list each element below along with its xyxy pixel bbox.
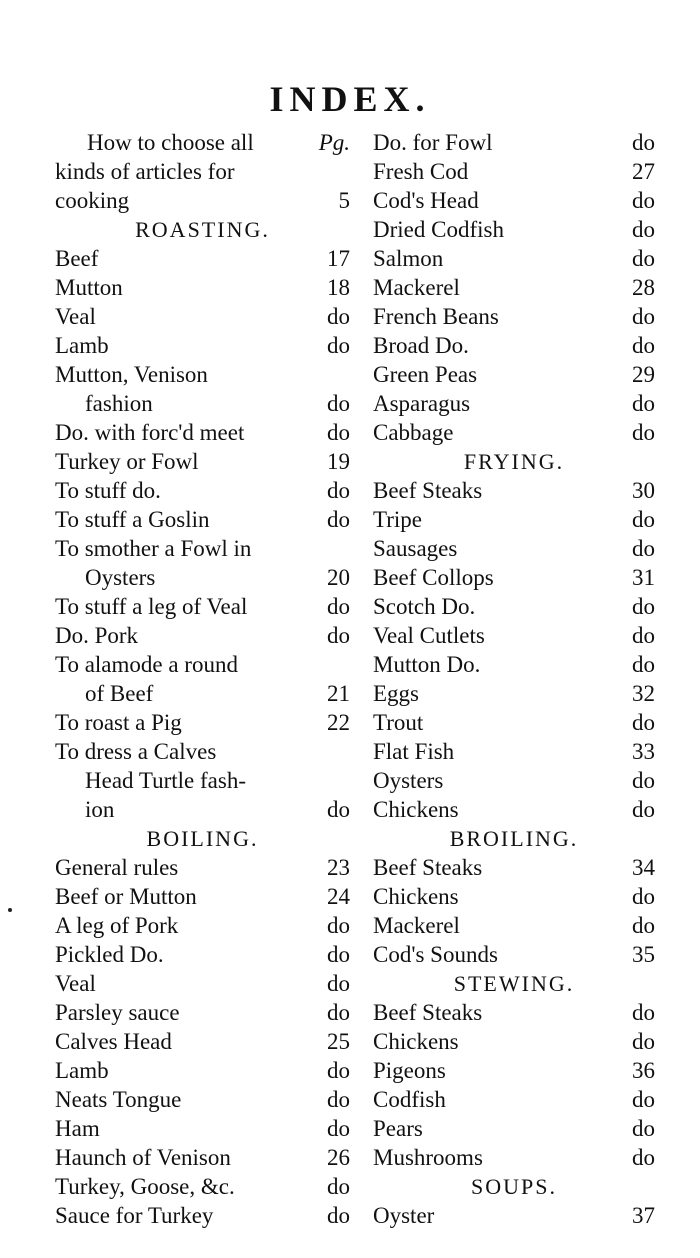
entry-label: Sauce for Turkey	[55, 1203, 214, 1228]
section-heading	[373, 1172, 655, 1201]
entry-page-number: 5	[338, 188, 350, 213]
entry-page-number: do	[327, 913, 350, 938]
entry-page-number: do	[632, 246, 655, 271]
entry-page-number: do	[632, 1116, 655, 1141]
entry-label: Beef Steaks	[373, 1000, 483, 1025]
entry-page-number: do	[632, 913, 655, 938]
index-entry	[55, 505, 350, 534]
entry-page-number: 35	[632, 942, 655, 967]
index-entry	[373, 476, 655, 505]
index-entry	[373, 998, 655, 1027]
index-entry	[55, 273, 350, 302]
entry-label: Do. Pork	[55, 623, 139, 648]
entry-page-number: do	[327, 304, 350, 329]
entry-label: Mackerel	[373, 913, 460, 938]
entry-label: How to choose all	[87, 130, 254, 155]
index-entry	[55, 447, 350, 476]
entry-label: Neats Tongue	[55, 1087, 182, 1112]
entry-page-number: 33	[632, 739, 655, 764]
section-heading	[373, 969, 655, 998]
section-heading-label: FRYING.	[463, 449, 565, 474]
entry-label: Head Turtle fash-	[85, 768, 246, 793]
index-entry	[373, 418, 655, 447]
entry-page-number: do	[632, 1145, 655, 1170]
index-entry	[373, 331, 655, 360]
entry-label: Mutton Do.	[373, 652, 481, 677]
index-entry	[373, 302, 655, 331]
entry-page-number: do	[327, 1116, 350, 1141]
index-entry	[55, 621, 350, 650]
index-entry	[373, 1143, 655, 1172]
entry-label: Chickens	[373, 797, 459, 822]
index-entry	[55, 766, 350, 795]
index-entry	[55, 418, 350, 447]
entry-page-number: do	[632, 1000, 655, 1025]
index-entry	[55, 650, 350, 679]
entry-page-number: do	[632, 884, 655, 909]
entry-label: Beef	[55, 246, 99, 271]
index-entry	[55, 302, 350, 331]
index-entry	[55, 853, 350, 882]
index-entry	[55, 1114, 350, 1143]
index-entry	[55, 679, 350, 708]
entry-page-number: do	[632, 623, 655, 648]
entry-label: Calves Head	[55, 1029, 172, 1054]
entry-page-number: 18	[327, 275, 350, 300]
entry-page-number: do	[327, 942, 350, 967]
index-entry	[373, 766, 655, 795]
entry-label: Salmon	[373, 246, 444, 271]
index-entry	[55, 186, 350, 215]
section-heading-label: BROILING.	[449, 826, 579, 851]
entry-label: Mushrooms	[373, 1145, 483, 1170]
index-entry	[55, 128, 350, 157]
entry-page-number: do	[632, 536, 655, 561]
entry-label: Pears	[373, 1116, 423, 1141]
index-entry	[373, 128, 655, 157]
entry-page-number: do	[632, 1087, 655, 1112]
index-entry	[55, 360, 350, 389]
index-entry	[55, 389, 350, 418]
index-entry	[55, 1056, 350, 1085]
entry-label: Tripe	[373, 507, 422, 532]
index-entry	[55, 882, 350, 911]
entry-page-number: do	[327, 1174, 350, 1199]
entry-label: Do. with forc'd meet	[55, 420, 245, 445]
entry-page-number: do	[327, 971, 350, 996]
entry-page-number: 27	[632, 159, 655, 184]
entry-page-number: do	[327, 420, 350, 445]
entry-label: To dress a Calves	[55, 739, 217, 764]
entry-page-number: do	[632, 420, 655, 445]
entry-label: Asparagus	[373, 391, 471, 416]
index-entry	[373, 244, 655, 273]
entry-page-number: do	[327, 797, 350, 822]
entry-label: Lamb	[55, 1058, 109, 1083]
entry-label: Oysters	[85, 565, 156, 590]
entry-page-number: do	[632, 1029, 655, 1054]
section-heading-label: STEWING.	[453, 971, 575, 996]
entry-page-number: 20	[327, 565, 350, 590]
entry-label: Veal	[55, 971, 96, 996]
entry-page-number: do	[632, 594, 655, 619]
section-heading	[55, 824, 350, 853]
entry-label: Haunch of Venison	[55, 1145, 231, 1170]
entry-label: Turkey or Fowl	[55, 449, 199, 474]
index-entry	[55, 911, 350, 940]
entry-page-number: 24	[327, 884, 350, 909]
entry-page-number: do	[632, 304, 655, 329]
entry-label: Ham	[55, 1116, 100, 1141]
entry-label: Broad Do.	[373, 333, 469, 358]
entry-label: Codfish	[373, 1087, 446, 1112]
entry-label: French Beans	[373, 304, 499, 329]
entry-page-number: do	[327, 333, 350, 358]
entry-label: Lamb	[55, 333, 109, 358]
entry-label: Parsley sauce	[55, 1000, 180, 1025]
entry-page-number: do	[327, 391, 350, 416]
index-entry	[55, 940, 350, 969]
entry-page-number: do	[327, 594, 350, 619]
index-entry	[55, 534, 350, 563]
entry-page-number: do	[632, 652, 655, 677]
index-entry	[55, 244, 350, 273]
index-entry	[373, 1114, 655, 1143]
entry-page-number: do	[327, 1000, 350, 1025]
entry-page-number: do	[632, 130, 655, 155]
entry-page-number: 22	[327, 710, 350, 735]
entry-page-number: 23	[327, 855, 350, 880]
entry-page-number: 26	[327, 1145, 350, 1170]
entry-label: Oyster	[373, 1203, 435, 1228]
section-heading	[373, 447, 655, 476]
section-heading	[55, 215, 350, 244]
entry-page-number: do	[632, 797, 655, 822]
page-title: INDEX.	[269, 79, 431, 119]
entry-label: Sausages	[373, 536, 458, 561]
entry-label: Fresh Cod	[373, 159, 469, 184]
index-entry	[373, 795, 655, 824]
entry-page-number: do	[632, 710, 655, 735]
index-entry	[55, 737, 350, 766]
entry-label: Oysters	[373, 768, 444, 793]
entry-label: Beef Steaks	[373, 478, 483, 503]
index-entry	[373, 505, 655, 534]
entry-label: ion	[85, 797, 115, 822]
entry-label: Pickled Do.	[55, 942, 164, 967]
entry-page-number: do	[327, 623, 350, 648]
entry-page-number: do	[327, 478, 350, 503]
entry-label: Mackerel	[373, 275, 460, 300]
entry-page-number: do	[632, 768, 655, 793]
index-entry	[373, 563, 655, 592]
index-entry	[373, 157, 655, 186]
index-entry	[373, 882, 655, 911]
index-entry	[373, 389, 655, 418]
entry-label: Turkey, Goose, &c.	[55, 1174, 235, 1199]
entry-label: To stuff do.	[55, 478, 161, 503]
index-entry	[55, 1085, 350, 1114]
index-entry	[373, 940, 655, 969]
entry-label: Beef Steaks	[373, 855, 483, 880]
entry-page-number: do	[632, 391, 655, 416]
entry-label: Mutton	[55, 275, 123, 300]
entry-label: Dried Codfish	[373, 217, 504, 242]
entry-page-number: 31	[632, 565, 655, 590]
entry-page-number: 37	[632, 1203, 655, 1228]
entry-label: fashion	[85, 391, 153, 416]
section-heading	[373, 824, 655, 853]
entry-page-number: 25	[327, 1029, 350, 1054]
entry-page-number: do	[327, 1087, 350, 1112]
entry-page-number: 36	[632, 1058, 655, 1083]
index-entry	[373, 1056, 655, 1085]
index-entry	[373, 1027, 655, 1056]
index-entry	[55, 331, 350, 360]
index-entry	[55, 1172, 350, 1201]
entry-page-number: 34	[632, 855, 655, 880]
entry-label: To smother a Fowl in	[55, 536, 252, 561]
index-entry	[55, 969, 350, 998]
index-entry	[55, 1201, 350, 1230]
index-entry	[373, 592, 655, 621]
entry-page-number: Pg.	[318, 130, 350, 155]
entry-page-number: do	[327, 1058, 350, 1083]
entry-label: Chickens	[373, 884, 459, 909]
index-entry	[55, 592, 350, 621]
entry-label: To stuff a leg of Veal	[55, 594, 248, 619]
entry-label: Pigeons	[373, 1058, 446, 1083]
entry-page-number: do	[632, 217, 655, 242]
index-entry	[373, 273, 655, 302]
index-entry	[373, 534, 655, 563]
index-entry	[373, 650, 655, 679]
index-entry	[55, 708, 350, 737]
entry-page-number: 17	[327, 246, 350, 271]
index-entry	[373, 621, 655, 650]
index-entry	[373, 708, 655, 737]
index-entry	[373, 186, 655, 215]
entry-label: General rules	[55, 855, 179, 880]
index-entry	[55, 563, 350, 592]
index-entry	[55, 795, 350, 824]
entry-page-number: 28	[632, 275, 655, 300]
index-entry	[373, 215, 655, 244]
entry-label: Beef or Mutton	[55, 884, 197, 909]
index-entry	[373, 360, 655, 389]
entry-label: Veal	[55, 304, 96, 329]
index-entry	[373, 679, 655, 708]
section-heading-label: ROASTING.	[135, 217, 270, 242]
entry-label: Trout	[373, 710, 424, 735]
entry-label: Do. for Fowl	[373, 130, 493, 155]
entry-page-number: 30	[632, 478, 655, 503]
entry-label: Cod's Sounds	[373, 942, 498, 967]
entry-label: Mutton, Venison	[55, 362, 208, 387]
entry-label: Cabbage	[373, 420, 454, 445]
entry-page-number: do	[632, 188, 655, 213]
entry-label: Scotch Do.	[373, 594, 476, 619]
index-entry	[55, 476, 350, 505]
entry-page-number: 21	[327, 681, 350, 706]
index-entry	[373, 737, 655, 766]
entry-page-number: 29	[632, 362, 655, 387]
entry-label: To stuff a Goslin	[55, 507, 210, 532]
entry-label: kinds of articles for	[55, 159, 235, 184]
entry-page-number: do	[632, 333, 655, 358]
entry-label: Green Peas	[373, 362, 478, 387]
index-entry	[373, 853, 655, 882]
entry-page-number: 32	[632, 681, 655, 706]
entry-label: cooking	[55, 188, 130, 213]
entry-page-number: do	[327, 507, 350, 532]
entry-label: Chickens	[373, 1029, 459, 1054]
index-entry	[373, 911, 655, 940]
entry-page-number: do	[632, 507, 655, 532]
ink-speck	[8, 908, 12, 912]
entry-label: Veal Cutlets	[373, 623, 485, 648]
section-heading-label: BOILING.	[146, 826, 259, 851]
entry-label: of Beef	[85, 681, 154, 706]
entry-label: To alamode a round	[55, 652, 238, 677]
index-entry	[55, 998, 350, 1027]
entry-page-number: 19	[327, 449, 350, 474]
section-heading-label: SOUPS.	[471, 1174, 557, 1199]
entry-label: Cod's Head	[373, 188, 479, 213]
index-entry	[55, 1027, 350, 1056]
index-entry	[55, 157, 350, 186]
entry-label: Beef Collops	[373, 565, 494, 590]
index-entry	[373, 1201, 655, 1230]
entry-page-number: do	[327, 1203, 350, 1228]
right-column	[373, 128, 655, 1230]
entry-label: To roast a Pig	[55, 710, 182, 735]
entry-label: Eggs	[373, 681, 419, 706]
index-entry	[55, 1143, 350, 1172]
entry-label: Flat Fish	[373, 739, 455, 764]
index-entry	[373, 1085, 655, 1114]
entry-label: A leg of Pork	[55, 913, 179, 938]
left-column	[55, 128, 350, 1230]
